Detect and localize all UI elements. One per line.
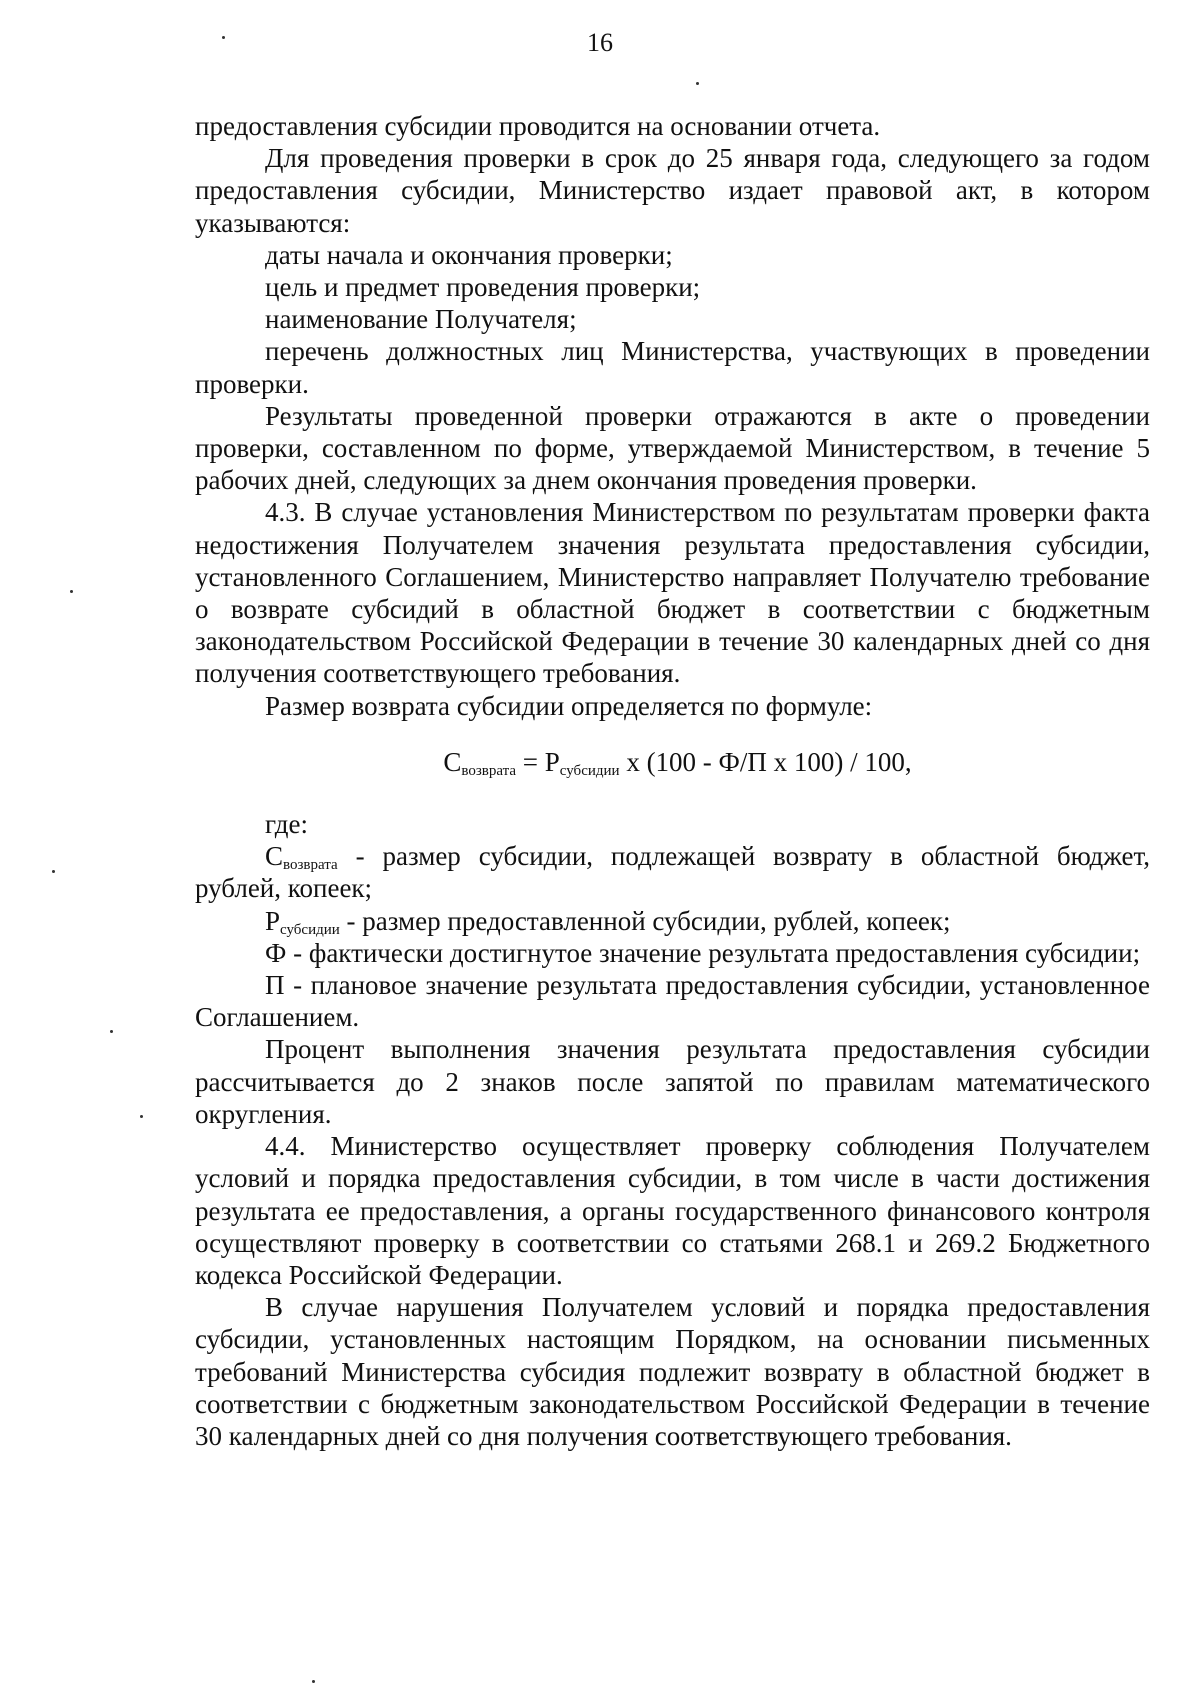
- formula-p-subscript: субсидии: [559, 762, 620, 779]
- section-4-4: 4.4. Министерство осуществляет проверку соблюдения Получателем условий и порядка предоставления субсидии, в том числе в части достижения результата ее предоставления, а органы государственного финансового контроля осуществляют проверку в соответствии со статьями 268.1 и 269.2 Бюджетного кодекса Российской Федерации.: [195, 1131, 1150, 1290]
- section-4-3: 4.3. В случае установления Министерством по результатам проверки факта недостижения Получателем значения результата предоставления субсидии, установленного Соглашением, Министерство направляет Получателю требование о возврате субсидий в областной бюджет в соответствии с бюджетным законодательством Российской Федерации в течение 30 календарных дней со дня получения соответствующего требования.: [195, 497, 1150, 689]
- formula-c: С: [443, 746, 462, 777]
- scan-speck: [222, 36, 225, 39]
- document-body: [195, 110, 1150, 1452]
- paragraph: предоставления субсидии проводится на основании отчета.: [195, 111, 881, 141]
- scan-speck: [110, 1030, 113, 1033]
- formula-equals: =: [516, 746, 545, 777]
- formula-expression: х (100 - Ф/П х 100) / 100,: [619, 746, 912, 777]
- definition-f: Ф - фактически достигнутое значение результата предоставления субсидии;: [265, 937, 1141, 968]
- scan-speck: [70, 590, 73, 593]
- paragraph: где:: [265, 809, 308, 840]
- paragraph: Процент выполнения значения результата предоставления субсидии рассчитывается до 2 знаков после запятой по правилам математического округления.: [195, 1034, 1150, 1129]
- scan-speck: [312, 1680, 315, 1683]
- paragraph: Результаты проведенной проверки отражаются в акте о проведении проверки, составленном по форме, утверждаемой Министерством, в течение 5 рабочих дней, следующих за днем окончания проведения проверки.: [195, 400, 1150, 496]
- list-item: даты начала и окончания проверки;: [265, 239, 673, 270]
- scan-speck: [696, 82, 699, 85]
- definition-symbol: Р: [265, 905, 281, 936]
- scan-speck: [140, 1115, 143, 1118]
- list-item: наименование Получателя;: [265, 304, 577, 335]
- definition-p: [195, 905, 1150, 937]
- definition-pl: П - плановое значение результата предоставления субсидии, установленное Соглашением.: [195, 970, 1150, 1033]
- definition-subscript: субсидии: [280, 921, 340, 938]
- formula-c-subscript: возврата: [461, 762, 517, 779]
- definition-text: - размер субсидии, подлежащей возврату в областной бюджет, рублей, копеек;: [195, 841, 1150, 904]
- definition-text: - размер предоставленной субсидии, рублей, копеек;: [339, 905, 951, 936]
- list-item: цель и предмет проведения проверки;: [265, 272, 701, 303]
- scan-speck: [52, 870, 55, 873]
- paragraph: В случае нарушения Получателем условий и порядка предоставления субсидии, установленных настоящим Порядком, на основании письменных требований Министерства субсидия подлежит возврату в областной бюджет в соответствии с бюджетным законодательством Российской Федерации в течение 30 календарных дней со дня получения соответствующего требования.: [195, 1292, 1150, 1451]
- paragraph: Размер возврата субсидии определяется по формуле:: [265, 690, 873, 721]
- formula-p: Р: [544, 746, 560, 777]
- paragraph: Для проведения проверки в срок до 25 января года, следующего за годом предоставления субсидии, Министерство издает правовой акт, в котором указываются:: [195, 143, 1150, 238]
- definition-c: [195, 840, 1150, 904]
- page-number: 16: [587, 28, 613, 57]
- definition-subscript: возврата: [283, 857, 338, 874]
- list-item: перечень должностных лиц Министерства, участвующих в проведении проверки.: [195, 336, 1150, 399]
- definition-symbol: С: [265, 841, 284, 872]
- refund-formula: [195, 746, 1150, 778]
